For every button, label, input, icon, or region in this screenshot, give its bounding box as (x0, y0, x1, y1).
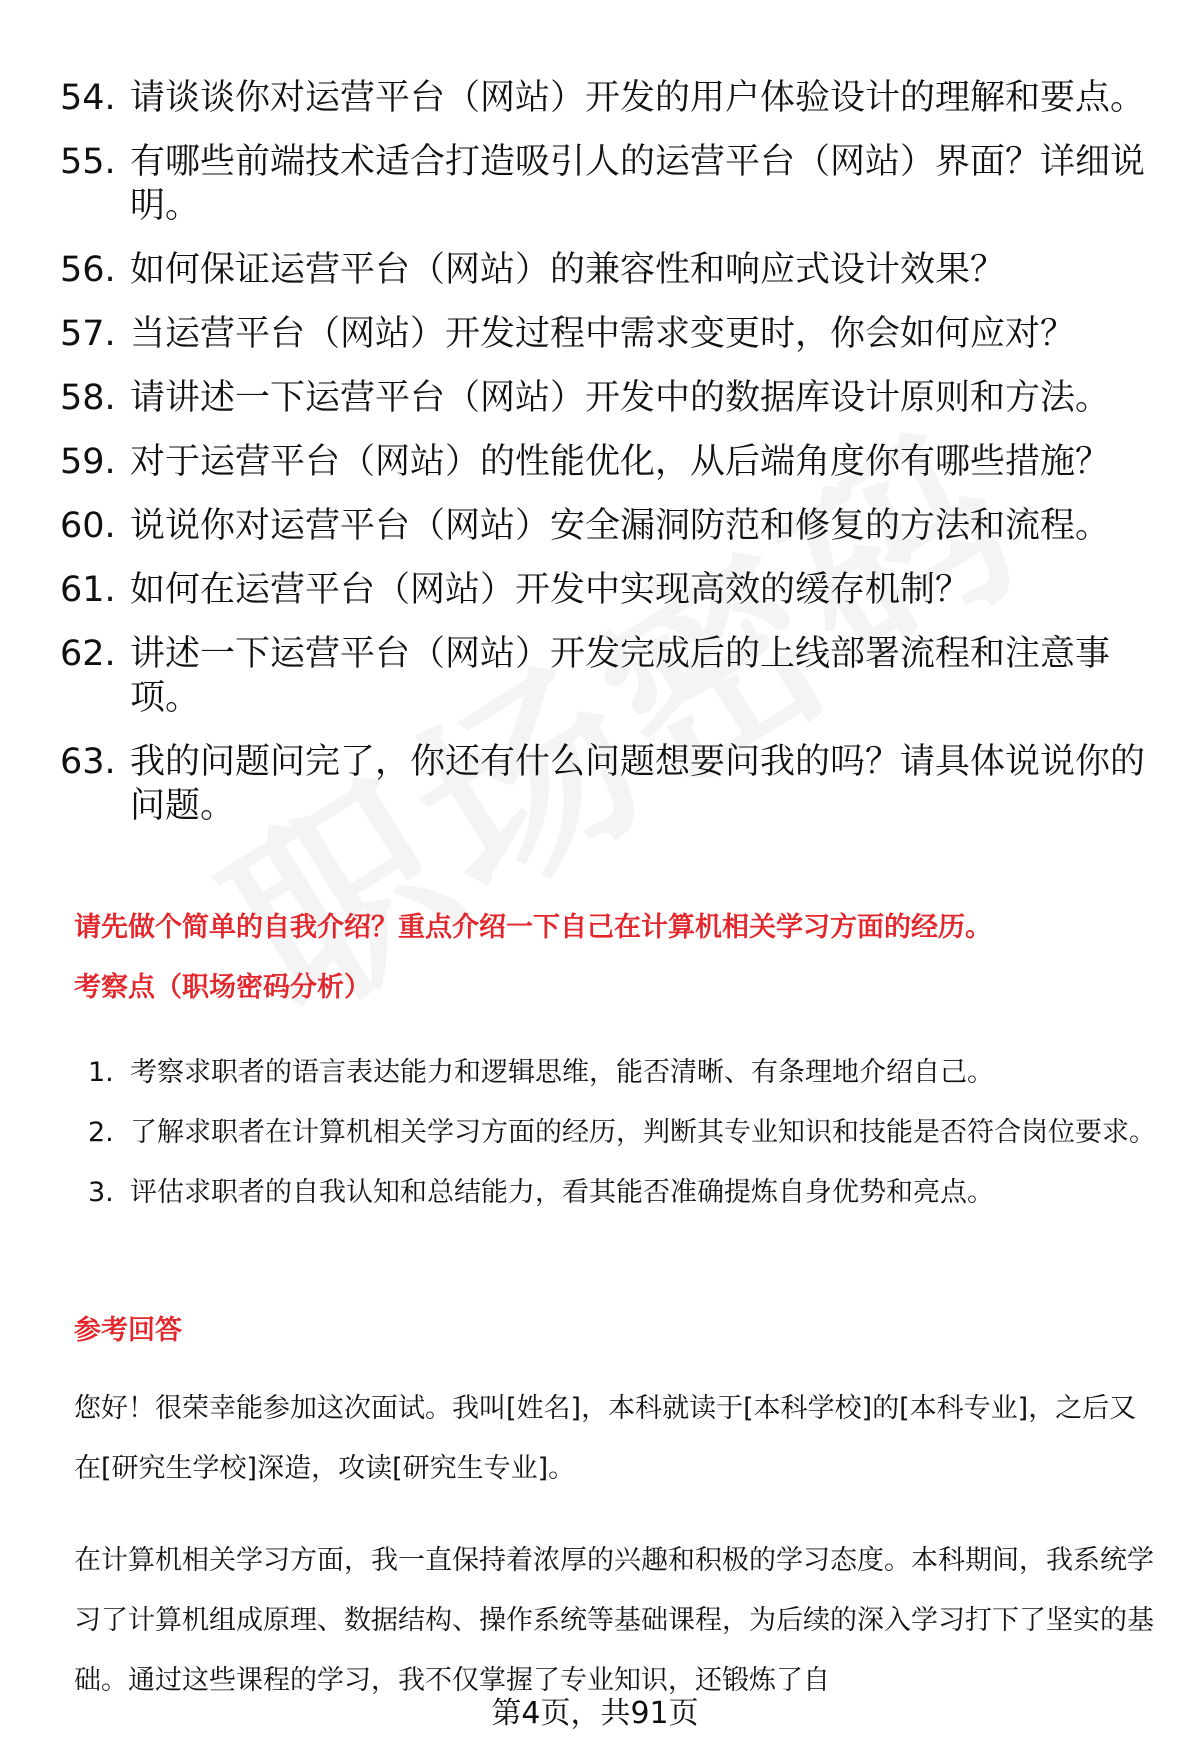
list-item (60, 376, 1150, 420)
list-item (60, 632, 1150, 720)
question-number: 54. (60, 78, 116, 118)
page-number: 第4页，共91页 (491, 1696, 699, 1731)
list-item (60, 140, 1150, 228)
point-number: 1. (88, 1057, 114, 1088)
question-number: 62. (60, 634, 116, 674)
point-text: 考察求职者的语言表达能力和逻辑思维，能否清晰、有条理地介绍自己。 (130, 1057, 994, 1088)
question-text: 如何在运营平台（网站）开发中实现高效的缓存机制？ (130, 570, 971, 610)
question-text: 请讲述一下运营平台（网站）开发中的数据库设计原则和方法。 (130, 378, 1111, 418)
list-item (60, 76, 1150, 120)
question-number: 59. (60, 442, 116, 482)
list-item (60, 312, 1150, 356)
question-number: 63. (60, 742, 116, 782)
points-list (88, 1043, 1158, 1223)
question-number: 60. (60, 506, 116, 546)
question-text: 对于运营平台（网站）的性能优化，从后端角度你有哪些措施？ (130, 442, 1111, 482)
question-text: 有哪些前端技术适合打造吸引人的运营平台（网站）界面？详细说明。 (130, 142, 1146, 226)
point-number: 3. (88, 1177, 114, 1208)
list-item (88, 1043, 1158, 1103)
question-number: 56. (60, 250, 116, 290)
list-item (60, 440, 1150, 484)
point-text: 评估求职者的自我认知和总结能力，看其能否准确提炼自身优势和亮点。 (130, 1177, 994, 1208)
question-text: 如何保证运营平台（网站）的兼容性和响应式设计效果？ (130, 250, 1006, 290)
answer-paragraph: 在计算机相关学习方面，我一直保持着浓厚的兴趣和积极的学习态度。本科期间，我系统学习了计算机组成原理、数据结构、操作系统等基础课程，为后续的深入学习打下了坚实的基础。通过这些课程的学习，我不仅掌握了专业知识，还锻炼了自 (74, 1545, 1154, 1696)
list-item (88, 1163, 1158, 1223)
points-heading: 考察点（职场密码分析） (74, 972, 371, 1003)
question-text: 我的问题问完了，你还有什么问题想要问我的吗？请具体说说你的问题。 (130, 742, 1146, 826)
question-number: 57. (60, 314, 116, 354)
question-list (60, 76, 1150, 848)
list-item (60, 740, 1150, 828)
question-title: 请先做个简单的自我介绍？重点介绍一下自己在计算机相关学习方面的经历。 (74, 912, 992, 943)
question-text: 讲述一下运营平台（网站）开发完成后的上线部署流程和注意事项。 (130, 634, 1111, 718)
list-item (88, 1103, 1158, 1163)
question-number: 58. (60, 378, 116, 418)
point-number: 2. (88, 1117, 114, 1148)
point-text: 了解求职者在计算机相关学习方面的经历，判断其专业知识和技能是否符合岗位要求。 (130, 1117, 1156, 1148)
list-item (60, 504, 1150, 548)
list-item (60, 248, 1150, 292)
question-text: 说说你对运营平台（网站）安全漏洞防范和修复的方法和流程。 (130, 506, 1111, 546)
answer-heading: 参考回答 (74, 1315, 182, 1346)
list-item (60, 568, 1150, 612)
answer-paragraph: 您好！很荣幸能参加这次面试。我叫[姓名]，本科就读于[本科学校]的[本科专业]，之后又在[研究生学校]深造，攻读[研究生专业]。 (74, 1393, 1137, 1484)
question-number: 61. (60, 570, 116, 610)
question-text: 请谈谈你对运营平台（网站）开发的用户体验设计的理解和要点。 (130, 78, 1146, 118)
question-text: 当运营平台（网站）开发过程中需求变更时，你会如何应对？ (130, 314, 1076, 354)
question-number: 55. (60, 142, 116, 182)
